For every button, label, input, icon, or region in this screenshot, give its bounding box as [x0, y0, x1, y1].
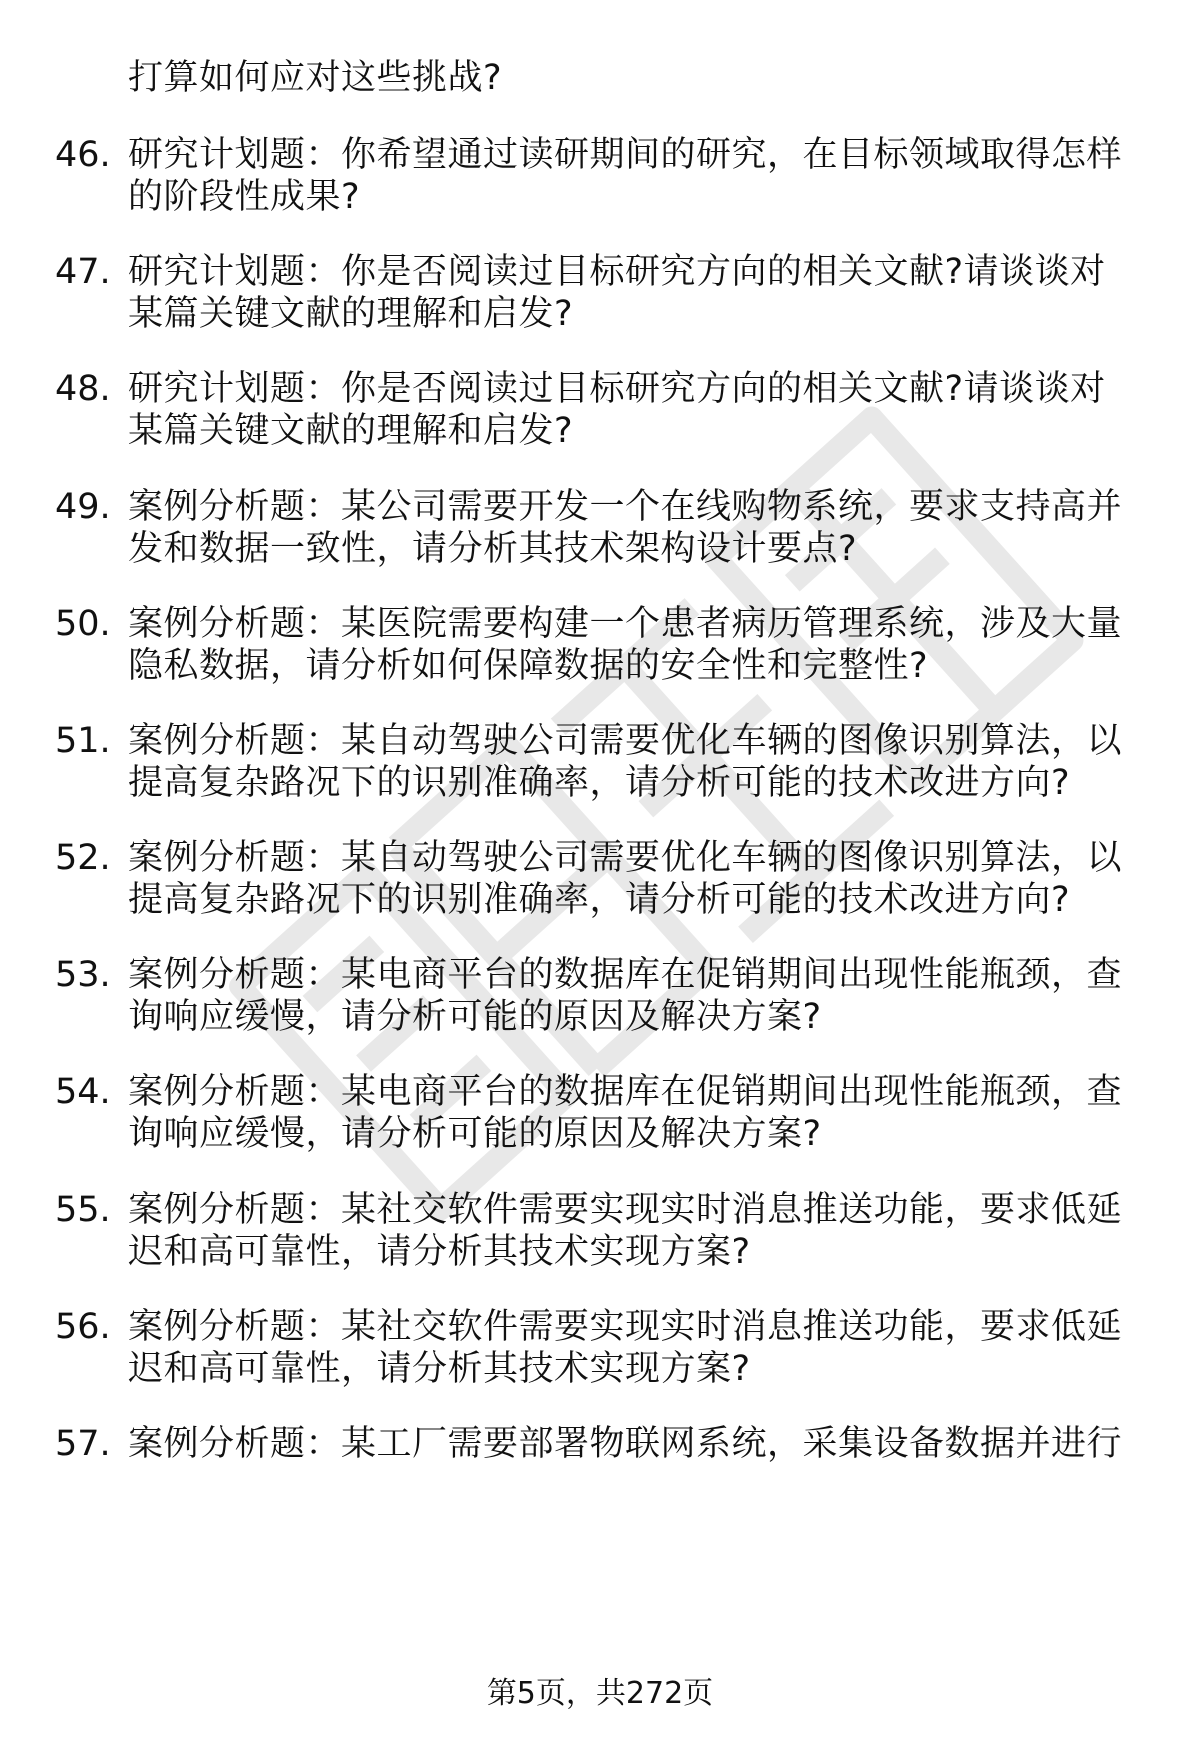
item-text-line: 案例分析题：某工厂需要部署物联网系统，采集设备数据并进行 — [128, 1424, 1123, 1464]
item-text-line: 研究计划题：你是否阅读过目标研究方向的相关文献?请谈谈对 — [128, 252, 1106, 292]
item-number: 56. — [55, 1307, 111, 1347]
item-text-line: 案例分析题：某社交软件需要实现实时消息推送功能，要求低延 — [128, 1307, 1123, 1347]
item-number: 49. — [55, 487, 111, 527]
item-number: 53. — [55, 955, 111, 995]
item-text-line: 询响应缓慢，请分析可能的原因及解决方案? — [128, 997, 822, 1037]
item-number: 51. — [55, 721, 111, 761]
item-number: 52. — [55, 838, 111, 878]
item-text-line: 案例分析题：某社交软件需要实现实时消息推送功能，要求低延 — [128, 1190, 1123, 1230]
item-text-line: 发和数据一致性，请分析其技术架构设计要点? — [128, 529, 858, 569]
item-number: 57. — [55, 1424, 111, 1464]
item-text-line: 案例分析题：某医院需要构建一个患者病历管理系统，涉及大量 — [128, 604, 1123, 644]
item-text-line: 案例分析题：某电商平台的数据库在促销期间出现性能瓶颈，查 — [128, 955, 1123, 995]
item-number: 46. — [55, 135, 111, 175]
item-number: 50. — [55, 604, 111, 644]
item-text-line: 提高复杂路况下的识别准确率，请分析可能的技术改进方向? — [128, 763, 1071, 803]
item-text-line: 询响应缓慢，请分析可能的原因及解决方案? — [128, 1114, 822, 1154]
item-text-line: 某篇关键文献的理解和启发? — [128, 294, 574, 334]
item-text-line: 提高复杂路况下的识别准确率，请分析可能的技术改进方向? — [128, 880, 1071, 920]
item-text-line: 案例分析题：某自动驾驶公司需要优化车辆的图像识别算法，以 — [128, 838, 1123, 878]
item-number: 55. — [55, 1190, 111, 1230]
item-number: 54. — [55, 1072, 111, 1112]
item-text-line: 某篇关键文献的理解和启发? — [128, 411, 574, 451]
item-text-line: 案例分析题：某自动驾驶公司需要优化车辆的图像识别算法，以 — [128, 721, 1123, 761]
item-text-line: 研究计划题：你是否阅读过目标研究方向的相关文献?请谈谈对 — [128, 369, 1106, 409]
item-number: 47. — [55, 252, 111, 292]
page-footer: 第5页，共272页 — [486, 1676, 714, 1711]
item-number: 48. — [55, 369, 111, 409]
continuation-line: 打算如何应对这些挑战? — [128, 58, 503, 98]
item-text-line: 案例分析题：某电商平台的数据库在促销期间出现性能瓶颈，查 — [128, 1072, 1123, 1112]
item-text-line: 迟和高可靠性，请分析其技术实现方案? — [128, 1232, 751, 1272]
item-text-line: 隐私数据，请分析如何保障数据的安全性和完整性? — [128, 646, 929, 686]
item-text-line: 研究计划题：你希望通过读研期间的研究，在目标领域取得怎样 — [128, 135, 1123, 175]
item-text-line: 的阶段性成果? — [128, 177, 361, 217]
item-text-line: 迟和高可靠性，请分析其技术实现方案? — [128, 1349, 751, 1389]
item-text-line: 案例分析题：某公司需要开发一个在线购物系统，要求支持高并 — [128, 487, 1123, 527]
